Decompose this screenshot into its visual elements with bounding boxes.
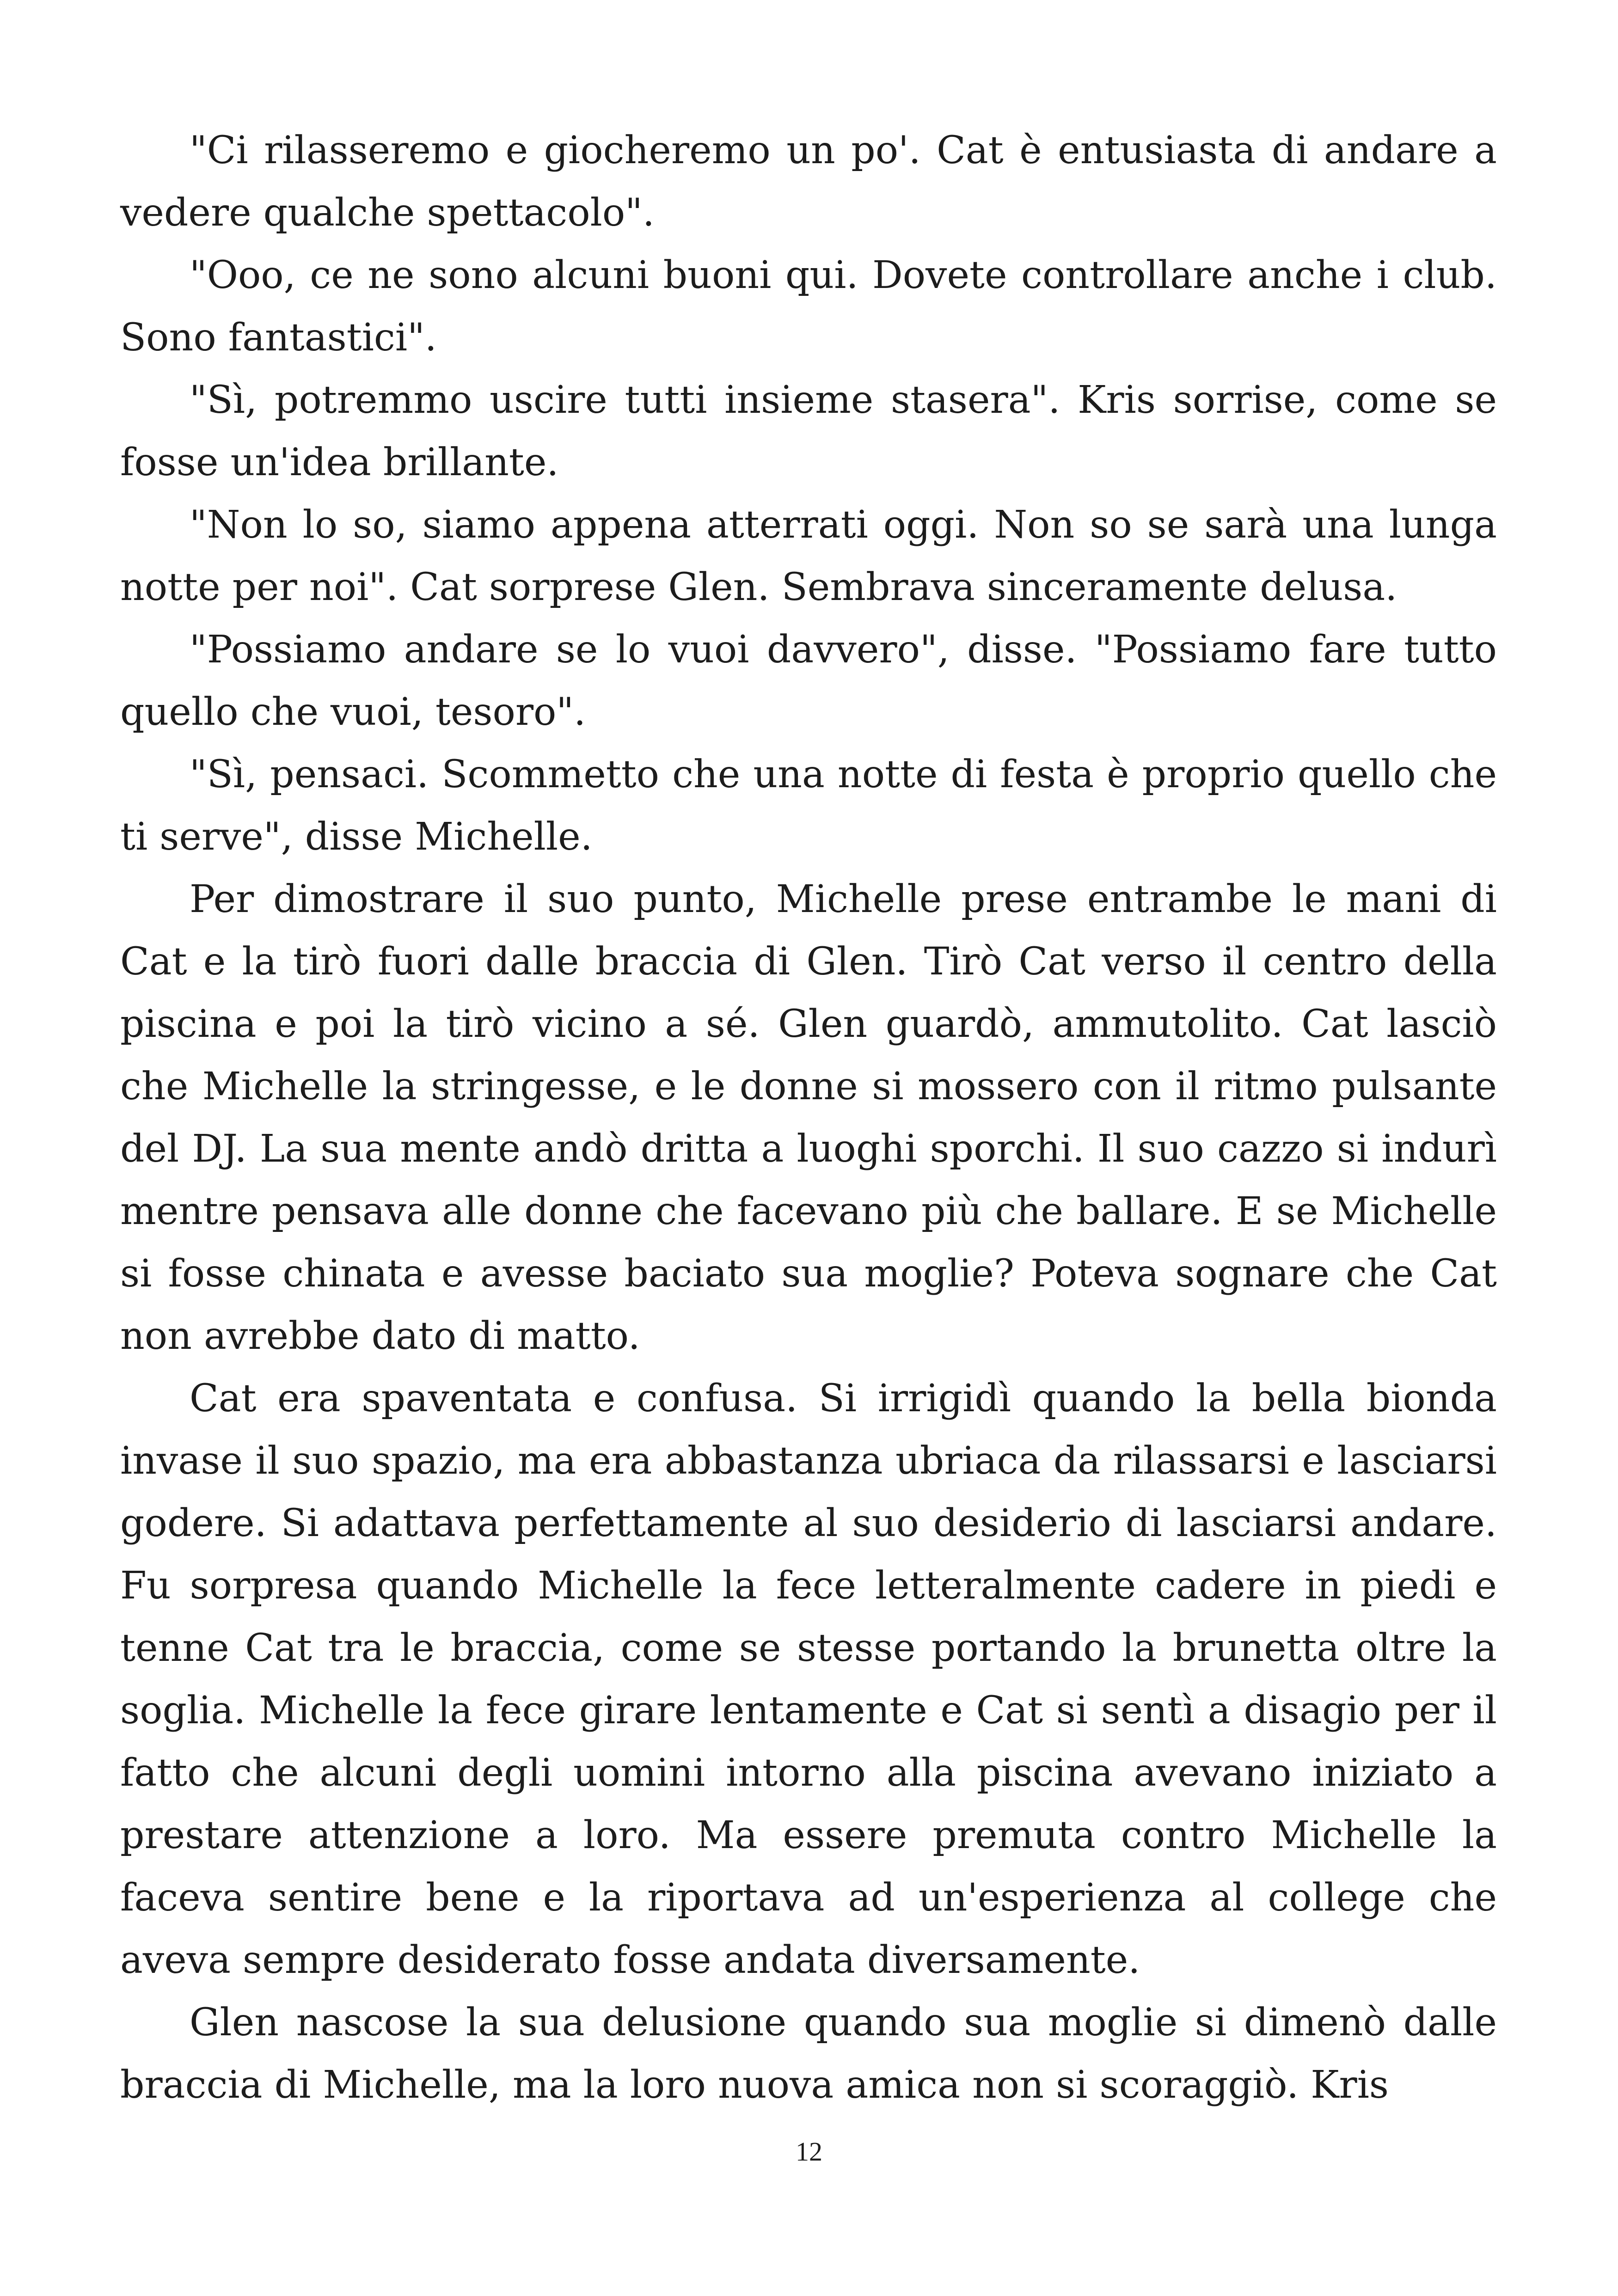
page-number: 12 [796,2137,822,2167]
paragraph: Cat era spaventata e confusa. Si irrigidì quando la bella bionda invase il suo spazio, ma era abbastanza ubriaca da rilassarsi e lasciarsi godere. Si adattava perfettamente al suo desiderio di lasciarsi andare. Fu sorpresa quando Michelle la fece letteralmente cadere in piedi e tenne Cat tra le braccia, come se stesse portando la brunetta oltre la soglia. Michelle la fece girare lentamente e Cat si sentì a disagio per il fatto che alcuni degli uomini intorno alla piscina avevano iniziato a prestare attenzione a loro. Ma essere premuta contro Michelle la faceva sentire bene e la riportava ad un'esperienza al college che aveva sempre desiderato fosse andata diversamente. [120,1377,1497,1982]
paragraph: "Sì, potremmo uscire tutti insieme stasera". Kris sorrise, come se fosse un'idea brillante. [120,378,1497,484]
paragraph: "Sì, pensaci. Scommetto che una notte di festa è proprio quello che ti serve", disse Michelle. [120,753,1497,859]
page-body [120,119,1497,2116]
paragraph: Glen nascose la sua delusione quando sua moglie si dimenò dalle braccia di Michelle, ma la loro nuova amica non si scoraggiò. Kris [120,2001,1497,2107]
paragraph: "Non lo so, siamo appena atterrati oggi. Non so se sarà una lunga notte per noi". Cat sorprese Glen. Sembrava sinceramente delusa. [120,503,1497,609]
paragraph: "Ci rilasseremo e giocheremo un po'. Cat è entusiasta di andare a vedere qualche spettacolo". [120,129,1497,235]
paragraph: "Ooo, ce ne sono alcuni buoni qui. Dovete controllare anche i club. Sono fantastici". [120,253,1497,360]
paragraph: "Possiamo andare se lo vuoi davvero", disse. "Possiamo fare tutto quello che vuoi, tesoro". [120,628,1497,734]
paragraph: Per dimostrare il suo punto, Michelle prese entrambe le mani di Cat e la tirò fuori dalle braccia di Glen. Tirò Cat verso il centro della piscina e poi la tirò vicino a sé. Glen guardò, ammutolito. Cat lasciò che Michelle la stringesse, e le donne si mossero con il ritmo pulsante del DJ. La sua mente andò dritta a luoghi sporchi. Il suo cazzo si indurì mentre pensava alle donne che facevano più che ballare. E se Michelle si fosse chinata e avesse baciato sua moglie? Poteva sognare che Cat non avrebbe dato di matto. [120,877,1497,1358]
